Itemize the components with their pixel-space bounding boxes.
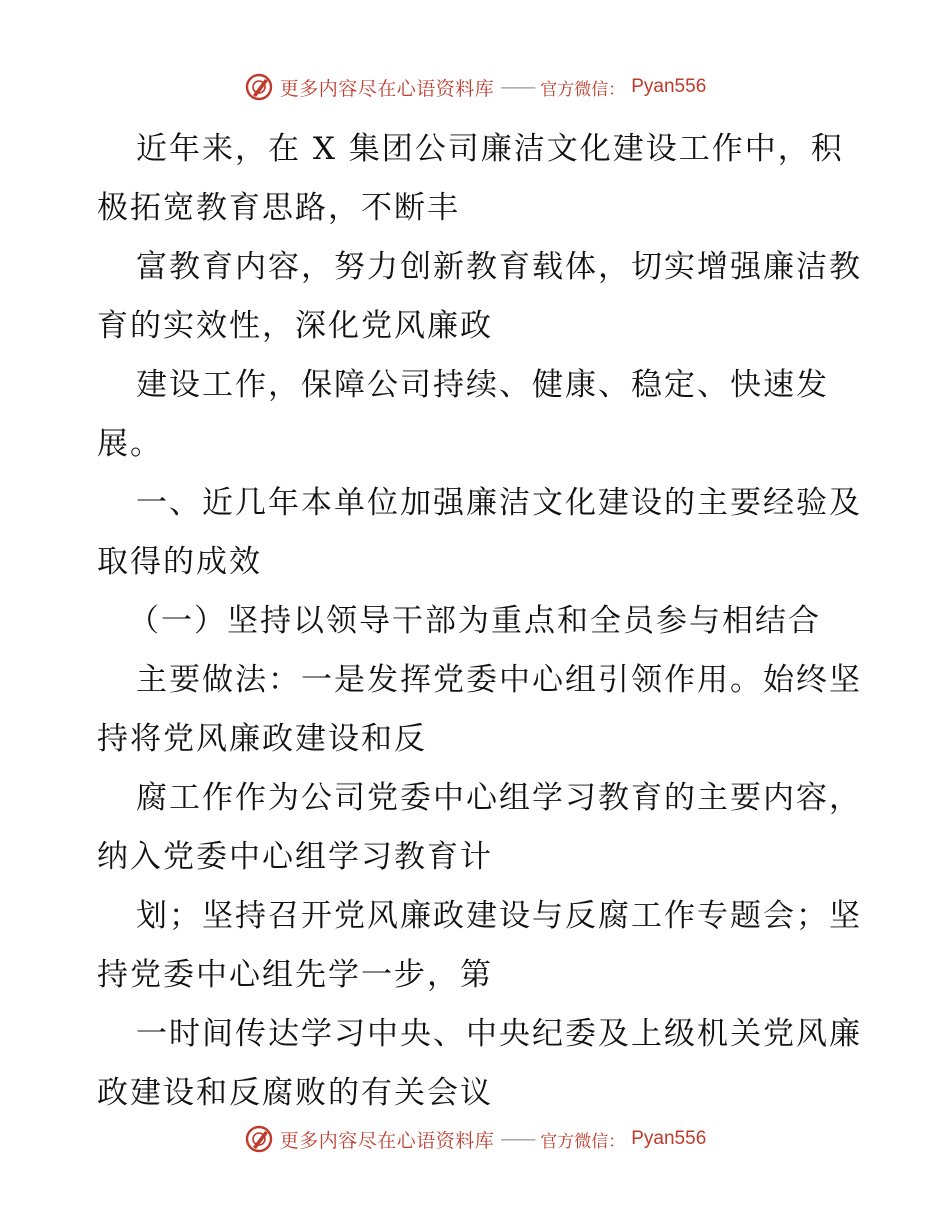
pen-logo-icon bbox=[244, 72, 274, 102]
pen-logo-icon bbox=[244, 1124, 274, 1154]
watermark-wechat-id: Pyan556 bbox=[631, 76, 707, 97]
subsection-heading-1: （一）坚持以领导干部为重点和全员参与相结合 bbox=[128, 603, 821, 639]
watermark-header bbox=[0, 72, 950, 102]
watermark-dash: —— bbox=[500, 76, 535, 98]
section-heading-1: 一、近几年本单位加强廉洁文化建设的主要经验及取得的成效 bbox=[97, 485, 862, 580]
paragraph-1: 近年来，在 X 集团公司廉洁文化建设工作中，积极拓宽教育思路，不断丰 bbox=[97, 131, 844, 226]
watermark-wechat-id: Pyan556 bbox=[631, 1128, 707, 1149]
watermark-wechat-label: 官方微信： bbox=[540, 1131, 626, 1152]
paragraph-5: 腐工作作为公司党委中心组学习教育的主要内容，纳入党委中心组学习教育计 bbox=[97, 780, 862, 875]
watermark-site-text: 更多内容尽在心语资料库 bbox=[279, 1129, 495, 1152]
watermark-site-text: 更多内容尽在心语资料库 bbox=[279, 77, 495, 100]
paragraph-7: 一时间传达学习中央、中央纪委及上级机关党风廉政建设和反腐败的有关会议 bbox=[97, 1016, 862, 1111]
paragraph-6: 划；坚持召开党风廉政建设与反腐工作专题会；坚持党委中心组先学一步，第 bbox=[97, 898, 862, 993]
paragraph-3: 建设工作，保障公司持续、健康、稳定、快速发展。 bbox=[97, 367, 829, 462]
watermark-wechat-label: 官方微信： bbox=[540, 79, 626, 100]
watermark-dash: —— bbox=[500, 1128, 535, 1150]
watermark-footer bbox=[0, 1124, 950, 1154]
paragraph-2: 富教育内容，努力创新教育载体，切实增强廉洁教育的实效性，深化党风廉政 bbox=[97, 249, 862, 344]
paragraph-4: 主要做法：一是发挥党委中心组引领作用。始终坚持将党风廉政建设和反 bbox=[97, 662, 862, 757]
document-body bbox=[97, 120, 867, 1123]
